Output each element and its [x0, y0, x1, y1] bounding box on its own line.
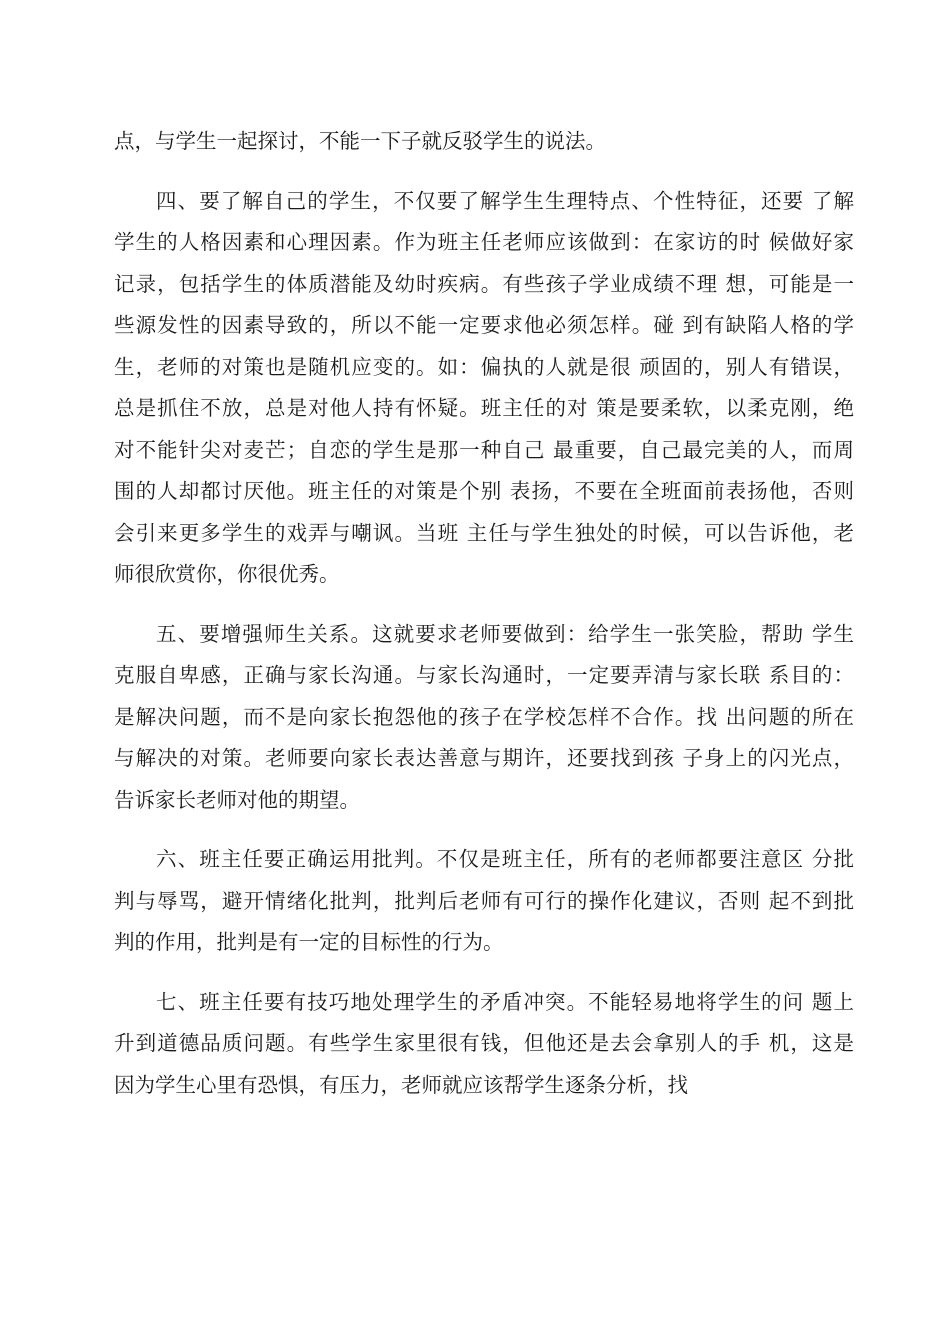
- text-line: 学生的人格因素和心理因素。作为班主任老师应该做到：在家访的时 候做好家: [114, 230, 854, 254]
- paragraph-5: [114, 614, 854, 822]
- text-line: 因为学生心里有恐惧，有压力，老师就应该帮学生逐条分析，找: [114, 1072, 688, 1097]
- text-line: 判与辱骂，避开情绪化批判，批判后老师有可行的操作化建议，否则 起不到批: [114, 888, 854, 913]
- text-line: 围的人却都讨厌他。班主任的对策是个别 表扬，不要在全班面前表扬他，否则: [114, 479, 854, 503]
- text-line: 是解决问题，而不是向家长抱怨他的孩子在学校怎样不合作。找 出问题的所在: [114, 704, 854, 729]
- paragraph-6: [114, 839, 854, 964]
- text-line: 会引来更多学生的戏弄与嘲讽。当班 主任与学生独处的时候，可以告诉他，老: [114, 520, 854, 545]
- text-line: 记录，包括学生的体质潜能及幼时疾病。有些孩子学业成绩不理 想，可能是一: [114, 271, 854, 296]
- text-line: 些源发性的因素导致的，所以不能一定要求他必须怎样。碰 到有缺陷人格的学: [114, 313, 854, 337]
- text-line: 克服自卑感，正确与家长沟通。与家长沟通时，一定要弄清与家长联 系目的：: [114, 663, 854, 687]
- text-line: 升到道德品质问题。有些学生家里很有钱，但他还是去会拿别人的手 机，这是: [114, 1031, 854, 1055]
- paragraph-7: [114, 982, 854, 1107]
- text-line: 四、要了解自己的学生，不仅要了解学生生理特点、个性特征，还要 了解: [156, 188, 854, 213]
- text-line: 七、班主任要有技巧地处理学生的矛盾冲突。不能轻易地将学生的问 题上: [156, 989, 854, 1014]
- document-body: [114, 121, 854, 1106]
- text-line: 点，与学生一起探讨，不能一下子就反驳学生的说法。: [114, 129, 606, 153]
- text-line: 五、要增强师生关系。这就要求老师要做到：给学生一张笑脸，帮助 学生: [156, 621, 854, 646]
- text-line: 六、班主任要正确运用批判。不仅是班主任，所有的老师都要注意区 分批: [156, 847, 854, 871]
- paragraph-4: [114, 181, 854, 596]
- text-line: 判的作用，批判是有一定的目标性的行为。: [114, 930, 504, 954]
- text-line: 对不能针尖对麦芒；自恋的学生是那一种自己 最重要，自己最完美的人，而周: [114, 437, 854, 462]
- text-line: 生，老师的对策也是随机应变的。如：偏执的人就是很 顽固的，别人有错误，: [114, 354, 854, 379]
- text-line: 总是抓住不放，总是对他人持有怀疑。班主任的对 策是要柔软，以柔克刚，绝: [114, 396, 854, 420]
- paragraph-continuation: [114, 121, 854, 163]
- text-line: 师很欣赏你，你很优秀。: [114, 562, 340, 586]
- text-line: 告诉家长老师对他的期望。: [114, 787, 360, 812]
- text-line: 与解决的对策。老师要向家长表达善意与期许，还要找到孩 子身上的闪光点，: [114, 746, 854, 770]
